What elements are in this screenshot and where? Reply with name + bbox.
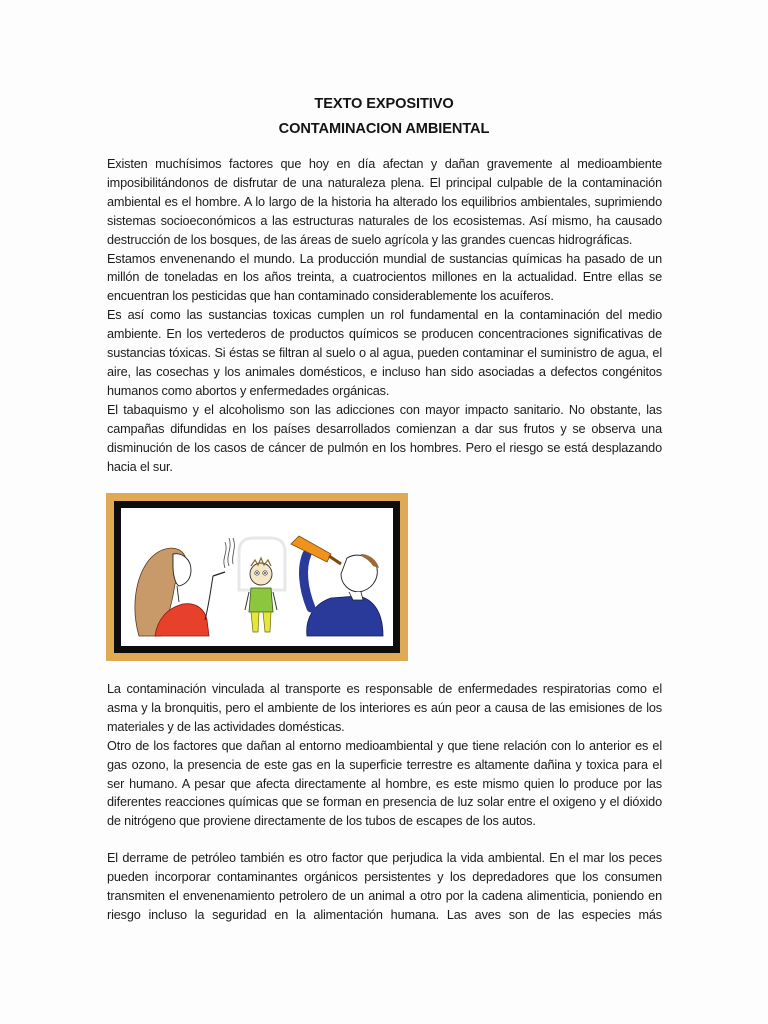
child-figure xyxy=(239,538,285,632)
illustration-canvas xyxy=(121,508,393,646)
illustration-black-frame xyxy=(114,501,400,653)
body-section-intro xyxy=(107,155,662,476)
man-drinking-figure xyxy=(291,536,383,636)
body-section-transport xyxy=(107,680,662,831)
title-block xyxy=(0,92,768,142)
paragraph: Es así como las sustancias toxicas cumplen un rol fundamental en la contaminación del medio ambiente. En los vertederos de productos químicos se producen concentraciones significativas de sustancias tóxicas. Si éstas se filtran al suelo o al agua, pueden contaminar el suministro de agua, el aire, las cosechas y los animales domésticos, e incluso han sido asociadas a defectos congénitos humanos como abortos y enfermedades orgánicas. xyxy=(107,308,662,398)
illustration-smoking-drinking-icon xyxy=(121,508,393,646)
illustration-figure xyxy=(106,493,408,661)
paragraph: El tabaquismo y el alcoholismo son las adicciones con mayor impacto sanitario. No obstante, las campañas difundidas en los países desarrollados comienzan a dar sus frutos y se observa una disminución de los casos de cáncer de pulmón en los hombres. Pero el riesgo se está desplazando hacia el sur. xyxy=(107,402,662,474)
woman-smoking-figure xyxy=(135,538,234,636)
paragraph: Existen muchísimos factores que hoy en día afectan y dañan gravemente al medioambiente imposibilitándonos de disfrutar de una naturaleza plena. El principal culpable de la contaminación ambiental es el hombre. A lo largo de la historia ha alterado los equilibrios ambientales, suprimiendo sistemas socioeconómicos a las estructuras naturales de los ecosistemas. Así mismo, ha causado destrucción de los bosques, de las áreas de suelo agrícola y las grandes cuencas hidrográficas. xyxy=(107,157,662,247)
paragraph-truncated: El derrame de petróleo también es otro factor que perjudica la vida ambiental. En el mar los peces pueden incorporar contaminantes orgánicos persistentes y los depredadores que los consumen transmiten el envenenamiento petrolero de un animal a otro por la cadena alimenticia, poniendo en riesgo incluso la seguridad en la alimentación humana. Las aves son de las especies más xyxy=(107,851,662,922)
document-subtitle: CONTAMINACION AMBIENTAL xyxy=(278,121,490,137)
paragraph: Estamos envenenando el mundo. La producción mundial de sustancias químicas ha pasado de un millón de toneladas en los años treinta, a cuatrocientos millones en la actualidad. Entre ellas se encuentran los pesticidas que han contaminado considerablemente los acuíferos. xyxy=(107,251,662,304)
paragraph: La contaminación vinculada al transporte es responsable de enfermedades respiratorias como el asma y la bronquitis, pero el ambiente de los interiores es aún peor a causa de las emisiones de los materiales y de las actividades domésticas. xyxy=(107,682,662,734)
document-title: TEXTO EXPOSITIVO xyxy=(314,96,454,112)
body-section-oil-spill xyxy=(107,849,662,925)
paragraph: Otro de los factores que dañan al entorno medioambiental y que tiene relación con lo anterior es el gas ozono, la presencia de este gas en la superficie terrestre es altamente dañina y toxica para el ser humano. A pesar que afecta directamente al hombre, es este mismo quien lo produce por las diferentes reacciones químicas que se forman en presencia de luz solar entre el oxigeno y el dióxido de nitrógeno que proviene directamente de los tubos de escapes de los autos. xyxy=(107,738,662,829)
